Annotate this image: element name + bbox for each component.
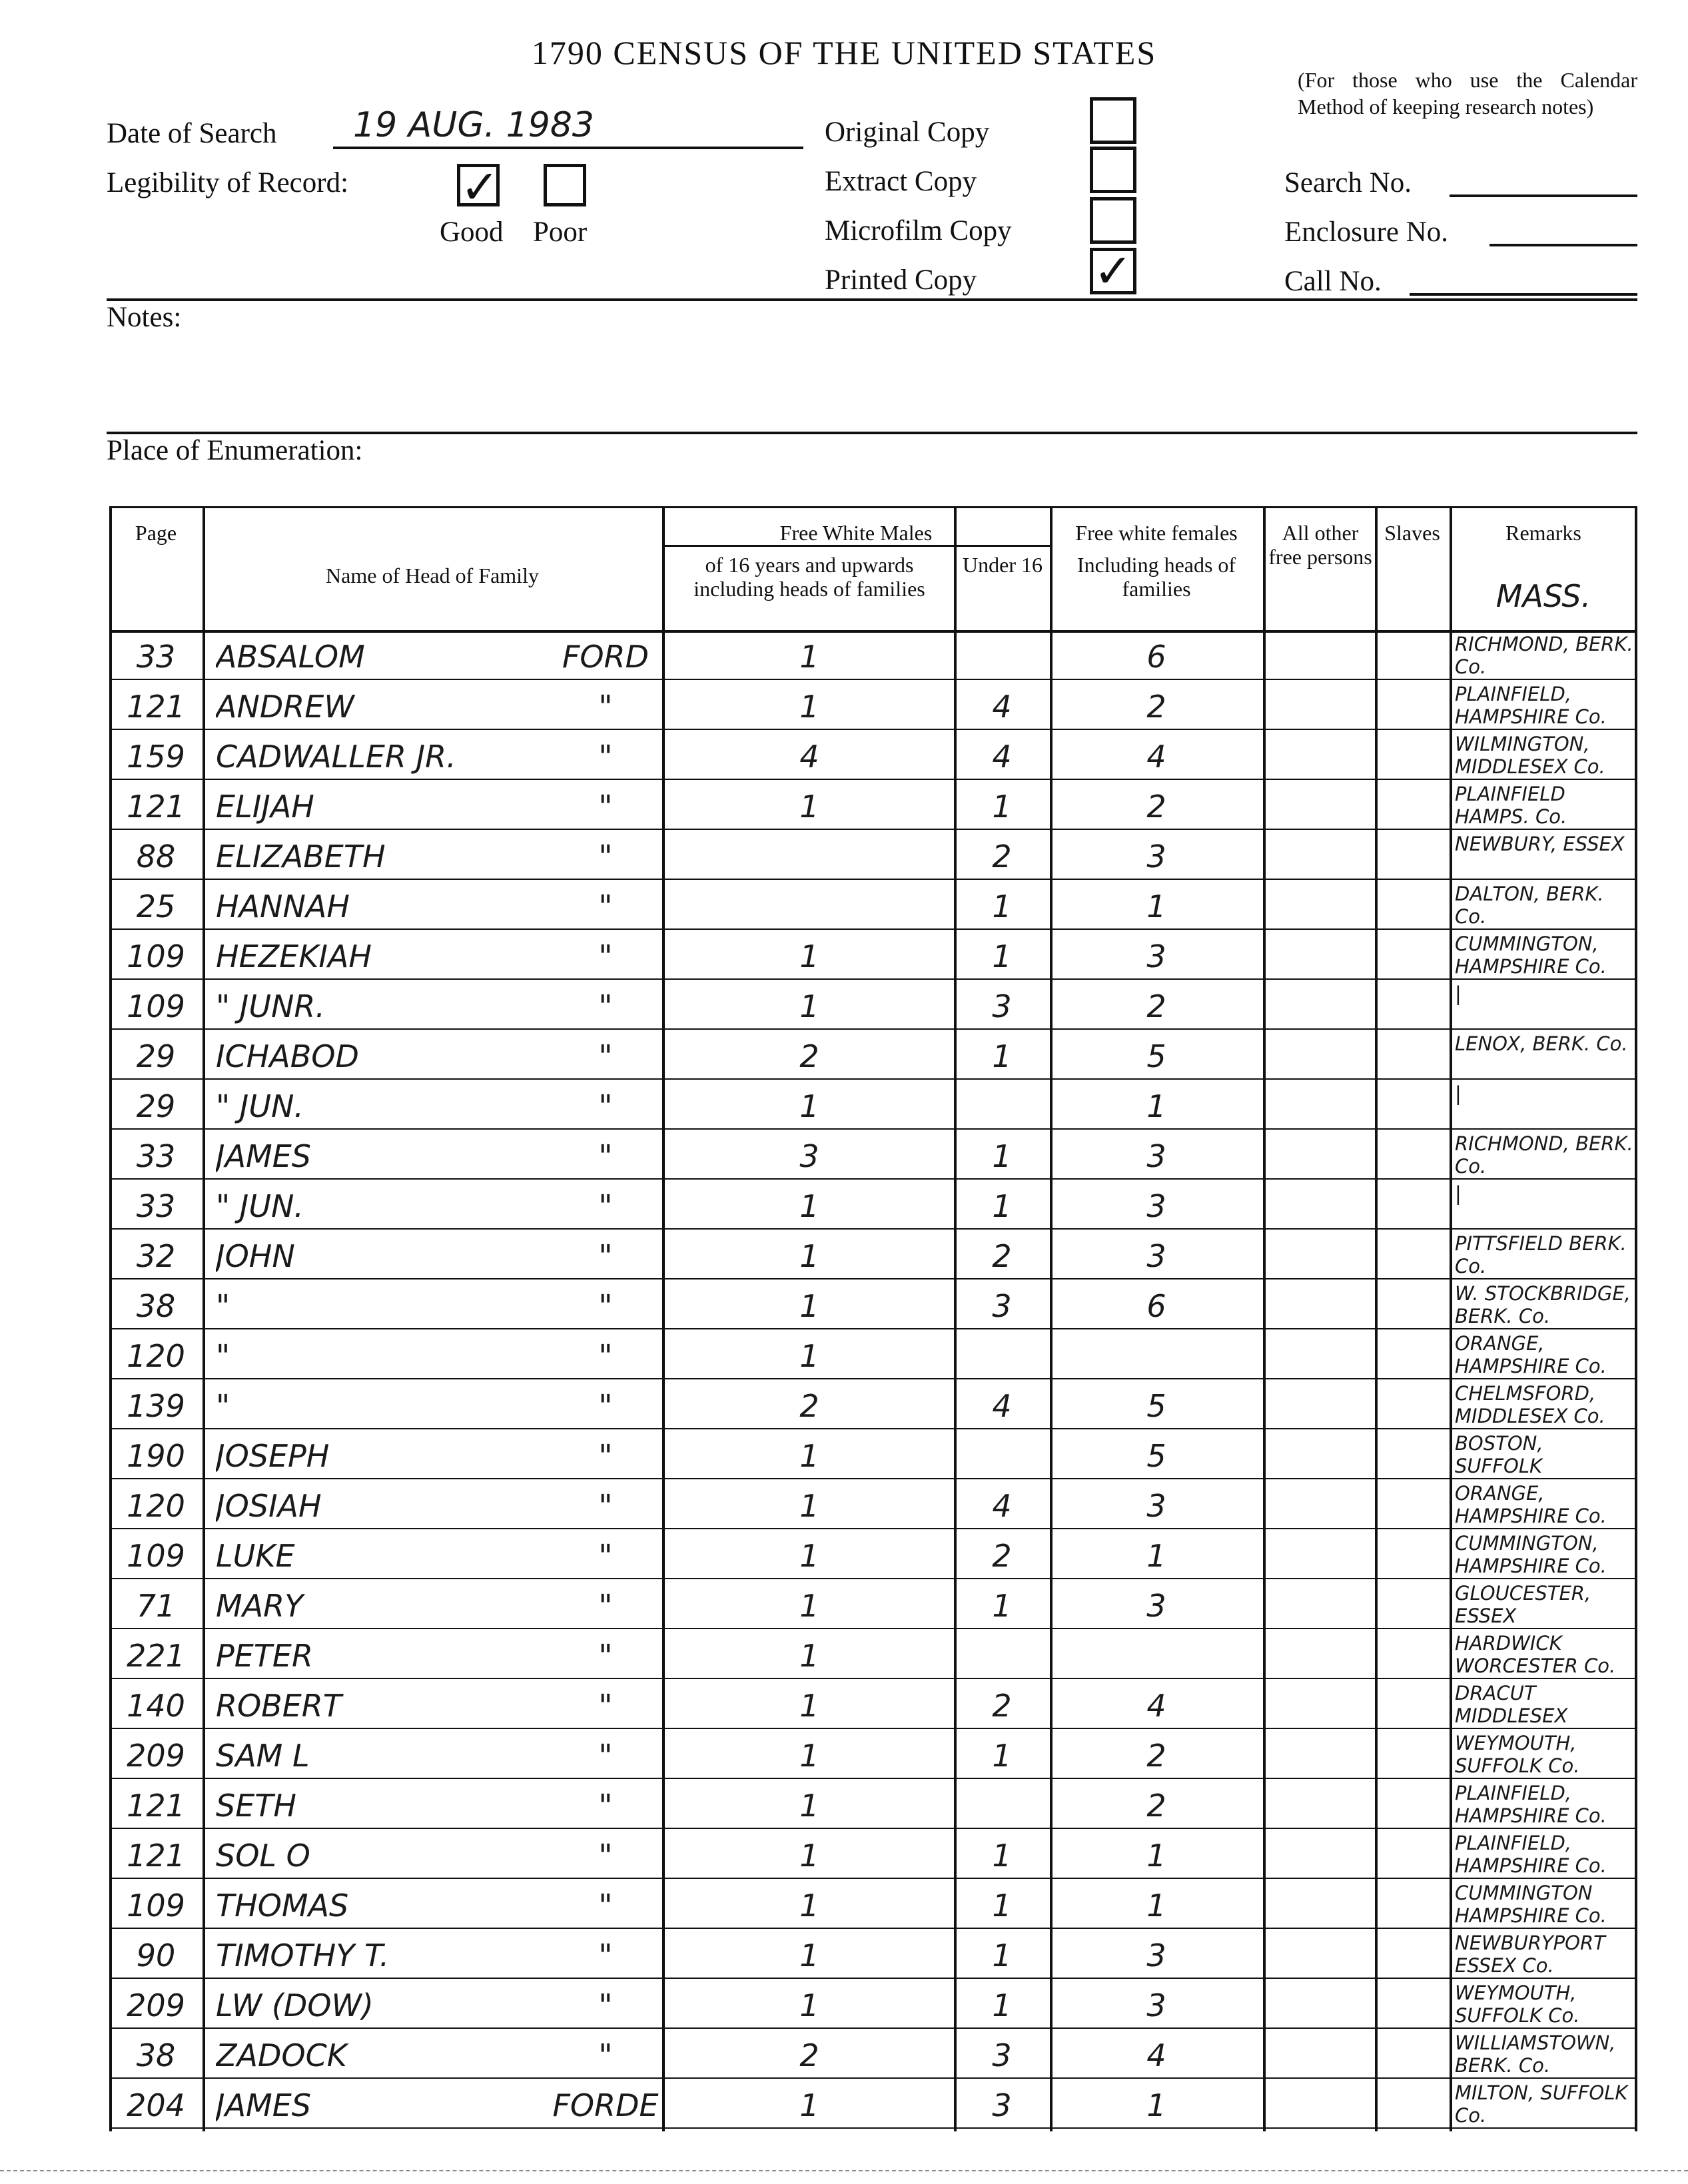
table-row <box>109 980 1637 1030</box>
cell-males-16-up: 1 <box>799 1638 819 1674</box>
cell-remarks: WILMINGTON, MIDDLESEX Co. <box>1455 733 1605 778</box>
cell-page: 204 <box>127 2087 185 2123</box>
cell-males-16-up <box>665 887 954 926</box>
cell-page: 33 <box>136 1138 176 1174</box>
header-free-white-females: Free white females <box>1075 521 1238 545</box>
cell-surname: " <box>598 1888 613 1924</box>
cell-remarks: DALTON, BERK. Co. <box>1455 883 1604 928</box>
cell-page: 121 <box>127 689 185 725</box>
cell-remarks: CUMMINGTON HAMPSHIRE Co. <box>1455 1882 1607 1927</box>
table-row <box>109 2029 1637 2079</box>
cell-males-16-up: 1 <box>799 1988 819 2023</box>
cell-remarks: DRACUT MIDDLESEX <box>1455 1682 1568 1727</box>
cell-surname: " <box>598 1738 613 1774</box>
cell-males-16-up: 1 <box>799 1588 819 1624</box>
cell-females: 5 <box>1146 1388 1166 1424</box>
cell-page: 38 <box>136 1288 176 1324</box>
cell-remarks: WEYMOUTH, SUFFOLK Co. <box>1455 1982 1580 2027</box>
cell-males-under-16: 2 <box>992 839 1012 875</box>
cell-remarks: HARDWICK WORCESTER Co. <box>1455 1632 1616 1677</box>
cell-page: 32 <box>136 1238 176 1274</box>
cell-remarks: LENOX, BERK. Co. <box>1455 1032 1628 1055</box>
cell-surname: FORDE <box>552 2087 659 2123</box>
cell-remarks: CUMMINGTON, HAMPSHIRE Co. <box>1455 1532 1607 1577</box>
cell-name: JAMES <box>216 2087 311 2123</box>
cell-males-under-16: 4 <box>992 689 1012 725</box>
cell-females: 5 <box>1146 1038 1166 1074</box>
cell-males-16-up: 1 <box>799 1338 819 1374</box>
cell-name: HANNAH <box>216 889 350 924</box>
cell-males-16-up: 2 <box>799 1388 819 1424</box>
cell-remarks: CHELMSFORD, MIDDLESEX Co. <box>1455 1382 1605 1427</box>
cell-page: 121 <box>127 789 185 825</box>
cell-name: JOSIAH <box>216 1488 322 1524</box>
table-row <box>109 830 1637 880</box>
cell-males-16-up: 1 <box>799 1738 819 1774</box>
table-row <box>109 1579 1637 1629</box>
cell-name: ROBERT <box>216 1688 342 1724</box>
row-rule <box>109 2127 1637 2129</box>
table-row <box>109 930 1637 980</box>
cell-males-16-up: 1 <box>799 689 819 725</box>
header-females-sub: Including heads of families <box>1076 553 1236 601</box>
cell-surname: " <box>598 1438 613 1474</box>
cell-remarks: RICHMOND, BERK. Co. <box>1455 633 1633 678</box>
cell-males-under-16: 2 <box>992 1688 1012 1724</box>
cell-surname: " <box>598 789 613 825</box>
date-underline <box>333 147 803 149</box>
cell-name: LW (DOW) <box>216 1988 374 2023</box>
cell-page: 121 <box>127 1788 185 1824</box>
cell-page: 221 <box>127 1638 185 1674</box>
cell-name: SOL O <box>216 1838 310 1874</box>
cell-males-16-up: 1 <box>799 1488 819 1524</box>
cell-page: 190 <box>127 1438 185 1474</box>
cell-remarks: | <box>1455 982 1462 1005</box>
cell-name: " <box>216 1388 230 1424</box>
search-no-label: Search No. <box>1284 167 1412 198</box>
cell-males-16-up: 2 <box>799 1038 819 1074</box>
date-label: Date of Search <box>107 118 277 149</box>
cell-males-under-16: 1 <box>992 1038 1012 1074</box>
cell-males-16-up: 1 <box>799 1688 819 1724</box>
cell-females: 1 <box>1146 889 1166 924</box>
extract-copy-checkbox[interactable] <box>1090 147 1136 193</box>
cell-females <box>1050 1336 1263 1376</box>
cell-surname: " <box>598 2037 613 2073</box>
cell-remarks: CUMMINGTON, HAMPSHIRE Co. <box>1455 932 1607 978</box>
cell-surname: " <box>598 1388 613 1424</box>
date-value[interactable]: 19 AUG. 1983 <box>353 105 595 145</box>
cell-females: 2 <box>1146 1738 1166 1774</box>
cell-remarks: GLOUCESTER, ESSEX <box>1455 1582 1591 1627</box>
call-no-line[interactable] <box>1410 293 1637 296</box>
table-row <box>109 1679 1637 1729</box>
enclosure-no-line[interactable] <box>1489 244 1637 246</box>
calendar-note: (For those who use the Calendar Method of keeping research notes) <box>1298 68 1637 119</box>
cell-remarks: ORANGE, HAMPSHIRE Co. <box>1455 1482 1607 1527</box>
cell-page: 33 <box>136 1188 176 1224</box>
table-row <box>109 1979 1637 2029</box>
cell-page: 88 <box>136 839 176 875</box>
cell-females: 4 <box>1146 2037 1166 2073</box>
cell-males-under-16: 1 <box>992 938 1012 974</box>
cell-surname: " <box>598 938 613 974</box>
cell-surname: " <box>598 889 613 924</box>
cell-males-16-up: 1 <box>799 1888 819 1924</box>
cell-surname: FORD <box>562 639 649 675</box>
cell-name: PETER <box>216 1638 313 1674</box>
table-row <box>109 1130 1637 1180</box>
cell-surname: " <box>598 988 613 1024</box>
cell-females: 3 <box>1146 1988 1166 2023</box>
cell-name: HEZEKIAH <box>216 938 372 974</box>
cell-page: 109 <box>127 1538 185 1574</box>
cell-page: 109 <box>127 1888 185 1924</box>
cell-males-under-16: 1 <box>992 1988 1012 2023</box>
cell-name: ICHABOD <box>216 1038 359 1074</box>
header-name: Name of Head of Family <box>326 563 539 587</box>
table-row <box>109 730 1637 780</box>
cell-surname: " <box>598 1838 613 1874</box>
table-row <box>109 1779 1637 1829</box>
cell-males-under-16: 3 <box>992 988 1012 1024</box>
notes-top-rule <box>107 298 1637 301</box>
cell-females: 3 <box>1146 1238 1166 1274</box>
cell-name: SAM L <box>216 1738 310 1774</box>
cell-remarks: PITTSFIELD BERK. Co. <box>1455 1232 1627 1277</box>
cell-females: 2 <box>1146 689 1166 725</box>
search-no-line[interactable] <box>1450 194 1637 197</box>
cell-surname: " <box>598 1488 613 1524</box>
cell-males-under-16: 1 <box>992 1138 1012 1174</box>
table-row <box>109 780 1637 830</box>
cell-name: " <box>216 1338 230 1374</box>
cell-remarks: BOSTON, SUFFOLK <box>1455 1432 1543 1477</box>
cell-females: 3 <box>1146 938 1166 974</box>
cell-name: " JUN. <box>216 1188 304 1224</box>
cell-males-under-16 <box>954 1636 1050 1676</box>
cell-females: 1 <box>1146 1088 1166 1124</box>
cell-females: 2 <box>1146 1788 1166 1824</box>
page-bottom-edge <box>0 2170 1688 2171</box>
extract-copy-label: Extract Copy <box>825 166 977 197</box>
table-row <box>109 1379 1637 1429</box>
cell-males-under-16: 4 <box>992 1488 1012 1524</box>
cell-males-16-up: 3 <box>799 1138 819 1174</box>
microfilm-copy-checkbox[interactable] <box>1090 197 1136 244</box>
table-row <box>109 880 1637 930</box>
cell-males-16-up: 1 <box>799 1938 819 1974</box>
cell-name: " JUNR. <box>216 988 326 1024</box>
cell-surname: " <box>598 1538 613 1574</box>
cell-name: JOHN <box>216 1238 295 1274</box>
cell-name: THOMAS <box>216 1888 349 1924</box>
cell-males-under-16: 1 <box>992 1938 1012 1974</box>
cell-females: 3 <box>1146 1188 1166 1224</box>
microfilm-copy-label: Microfilm Copy <box>825 215 1012 246</box>
original-copy-label: Original Copy <box>825 117 990 148</box>
table-row <box>109 1429 1637 1479</box>
cell-males-under-16: 1 <box>992 889 1012 924</box>
cell-males-16-up: 4 <box>799 739 819 775</box>
cell-males-16-up: 1 <box>799 938 819 974</box>
table-row <box>109 1829 1637 1879</box>
cell-surname: " <box>598 739 613 775</box>
cell-remarks: PLAINFIELD, HAMPSHIRE Co. <box>1455 683 1607 728</box>
cell-males-under-16: 1 <box>992 1888 1012 1924</box>
cell-name: JOSEPH <box>216 1438 330 1474</box>
header-remarks: Remarks <box>1505 521 1581 545</box>
printed-copy-label: Printed Copy <box>825 264 977 296</box>
call-no-label: Call No. <box>1284 266 1382 297</box>
table-top-rule <box>109 506 1637 508</box>
cell-females: 2 <box>1146 988 1166 1024</box>
cell-surname: " <box>598 1338 613 1374</box>
cell-name: TIMOTHY T. <box>216 1938 390 1974</box>
cell-females: 6 <box>1146 1288 1166 1324</box>
notes-label: Notes: <box>107 302 182 333</box>
table-row <box>109 1080 1637 1130</box>
cell-name: " JUN. <box>216 1088 304 1124</box>
cell-page: 120 <box>127 1338 185 1374</box>
cell-remarks: | <box>1455 1082 1462 1105</box>
cell-males-under-16: 4 <box>992 739 1012 775</box>
cell-surname: " <box>598 1688 613 1724</box>
cell-remarks: NEWBURY, ESSEX <box>1455 833 1625 855</box>
cell-males-16-up: 1 <box>799 2087 819 2123</box>
cell-page: 120 <box>127 1488 185 1524</box>
cell-page: 90 <box>136 1938 176 1974</box>
cell-males-under-16: 1 <box>992 1588 1012 1624</box>
cell-females: 1 <box>1146 1888 1166 1924</box>
cell-surname: " <box>598 839 613 875</box>
cell-page: 159 <box>127 739 185 775</box>
cell-males-under-16: 1 <box>992 1188 1012 1224</box>
cell-name: ABSALOM <box>216 639 365 675</box>
cell-name: SETH <box>216 1788 296 1824</box>
cell-page: 209 <box>127 1988 185 2023</box>
header-males-16-up: of 16 years and upwards including heads of families <box>693 553 925 601</box>
cell-females: 3 <box>1146 1588 1166 1624</box>
cell-remarks: PLAINFIELD HAMPS. Co. <box>1455 783 1567 828</box>
table-row <box>109 2079 1637 2129</box>
cell-remarks: ORANGE, HAMPSHIRE Co. <box>1455 1332 1607 1377</box>
header-slaves: Slaves <box>1384 521 1440 545</box>
cell-females: 4 <box>1146 739 1166 775</box>
table-row <box>109 680 1637 730</box>
cell-females: 5 <box>1146 1438 1166 1474</box>
cell-males-16-up: 1 <box>799 639 819 675</box>
cell-surname: " <box>598 1038 613 1074</box>
table-row <box>109 1279 1637 1329</box>
enclosure-no-label: Enclosure No. <box>1284 216 1448 248</box>
cell-surname: " <box>598 1938 613 1974</box>
cell-males-under-16: 4 <box>992 1388 1012 1424</box>
cell-name: ANDREW <box>216 689 354 725</box>
cell-males-16-up: 1 <box>799 1438 819 1474</box>
cell-males-under-16: 2 <box>992 1238 1012 1274</box>
cell-males-16-up: 1 <box>799 1188 819 1224</box>
table-row <box>109 1929 1637 1979</box>
cell-name: CADWALLER JR. <box>216 739 456 775</box>
cell-remarks: WEYMOUTH, SUFFOLK Co. <box>1455 1732 1580 1777</box>
cell-females: 3 <box>1146 839 1166 875</box>
males-subheader-rule <box>662 545 1050 547</box>
cell-males-under-16: 1 <box>992 789 1012 825</box>
cell-females: 6 <box>1146 639 1166 675</box>
checkmark-icon: ✓ <box>460 160 500 214</box>
cell-page: 29 <box>136 1038 176 1074</box>
cell-remarks: RICHMOND, BERK. Co. <box>1455 1132 1633 1178</box>
cell-males-16-up: 1 <box>799 1288 819 1324</box>
cell-males-under-16 <box>954 1436 1050 1476</box>
cell-males-16-up: 1 <box>799 1088 819 1124</box>
cell-males-under-16: 1 <box>992 1738 1012 1774</box>
cell-page: 109 <box>127 938 185 974</box>
poor-checkbox[interactable] <box>544 164 586 206</box>
legibility-label: Legibility of Record: <box>107 167 349 198</box>
cell-remarks: PLAINFIELD, HAMPSHIRE Co. <box>1455 1782 1607 1827</box>
table-row <box>109 1629 1637 1679</box>
cell-females: 1 <box>1146 1838 1166 1874</box>
cell-males-under-16: 1 <box>992 1838 1012 1874</box>
cell-males-16-up: 1 <box>799 789 819 825</box>
cell-page: 25 <box>136 889 176 924</box>
cell-name: LUKE <box>216 1538 295 1574</box>
cell-page: 140 <box>127 1688 185 1724</box>
cell-surname: " <box>598 1788 613 1824</box>
cell-name: " <box>216 1288 230 1324</box>
place-label: Place of Enumeration: <box>107 435 363 466</box>
table-row <box>109 1230 1637 1279</box>
census-table <box>109 506 1637 2131</box>
cell-page: 33 <box>136 639 176 675</box>
table-row <box>109 1729 1637 1779</box>
cell-males-under-16 <box>954 1786 1050 1826</box>
original-copy-checkbox[interactable] <box>1090 97 1136 144</box>
cell-males-16-up: 1 <box>799 1538 819 1574</box>
table-row <box>109 1030 1637 1080</box>
cell-females: 4 <box>1146 1688 1166 1724</box>
header-males-under-16: Under 16 <box>963 553 1043 577</box>
poor-label: Poor <box>533 216 588 248</box>
good-label: Good <box>440 216 504 248</box>
cell-remarks: W. STOCKBRIDGE, BERK. Co. <box>1455 1282 1631 1327</box>
cell-remarks: WILLIAMSTOWN, BERK. Co. <box>1455 2031 1616 2077</box>
cell-females: 3 <box>1146 1138 1166 1174</box>
cell-males-16-up: 1 <box>799 1238 819 1274</box>
cell-surname: " <box>598 1188 613 1224</box>
cell-females: 1 <box>1146 1538 1166 1574</box>
cell-remarks: NEWBURYPORT ESSEX Co. <box>1455 1932 1605 1977</box>
cell-surname: " <box>598 1288 613 1324</box>
cell-surname: " <box>598 1138 613 1174</box>
cell-page: 38 <box>136 2037 176 2073</box>
cell-females: 3 <box>1146 1488 1166 1524</box>
remarks-note: MASS. <box>1495 578 1591 614</box>
cell-surname: " <box>598 1988 613 2023</box>
cell-page: 29 <box>136 1088 176 1124</box>
cell-surname: " <box>598 1638 613 1674</box>
header-all-other: All other free persons <box>1268 521 1372 569</box>
cell-page: 109 <box>127 988 185 1024</box>
header-free-white-males: Free White Males <box>779 521 933 545</box>
cell-males-16-up: 1 <box>799 988 819 1024</box>
cell-page: 209 <box>127 1738 185 1774</box>
cell-males-16-up: 1 <box>799 1838 819 1874</box>
checkmark-icon: ✓ <box>1093 244 1133 298</box>
cell-page: 71 <box>136 1588 176 1624</box>
cell-males-under-16: 3 <box>992 2087 1012 2123</box>
cell-males-under-16: 2 <box>992 1538 1012 1574</box>
table-row <box>109 1879 1637 1929</box>
table-row <box>109 630 1637 680</box>
cell-name: ELIZABETH <box>216 839 386 875</box>
cell-surname: " <box>598 1238 613 1274</box>
table-row <box>109 1529 1637 1579</box>
cell-surname: " <box>598 1088 613 1124</box>
header-page: Page <box>135 521 177 545</box>
cell-surname: " <box>598 1588 613 1624</box>
cell-remarks: | <box>1455 1182 1462 1205</box>
printed-copy-checkbox[interactable] <box>1090 244 1136 298</box>
cell-females: 1 <box>1146 2087 1166 2123</box>
cell-name: ELIJAH <box>216 789 314 825</box>
form-title: 1790 CENSUS OF THE UNITED STATES <box>531 34 1157 71</box>
cell-page: 139 <box>127 1388 185 1424</box>
cell-males-under-16: 3 <box>992 1288 1012 1324</box>
cell-surname: " <box>598 689 613 725</box>
cell-males-under-16: 3 <box>992 2037 1012 2073</box>
cell-males-16-up: 2 <box>799 2037 819 2073</box>
cell-remarks: PLAINFIELD, HAMPSHIRE Co. <box>1455 1832 1607 1877</box>
cell-name: JAMES <box>216 1138 311 1174</box>
cell-males-under-16 <box>954 1086 1050 1126</box>
cell-females <box>1050 1636 1263 1676</box>
cell-page: 121 <box>127 1838 185 1874</box>
cell-remarks: MILTON, SUFFOLK Co. <box>1455 2081 1628 2127</box>
cell-name: ZADOCK <box>216 2037 347 2073</box>
cell-males-under-16 <box>954 637 1050 677</box>
good-checkbox[interactable] <box>457 160 500 214</box>
cell-males-16-up <box>665 837 954 877</box>
cell-males-under-16 <box>954 1336 1050 1376</box>
cell-females: 2 <box>1146 789 1166 825</box>
cell-name: MARY <box>216 1588 304 1624</box>
table-row <box>109 1180 1637 1230</box>
cell-males-16-up: 1 <box>799 1788 819 1824</box>
cell-females: 3 <box>1146 1938 1166 1974</box>
table-row <box>109 1479 1637 1529</box>
table-row <box>109 1329 1637 1379</box>
